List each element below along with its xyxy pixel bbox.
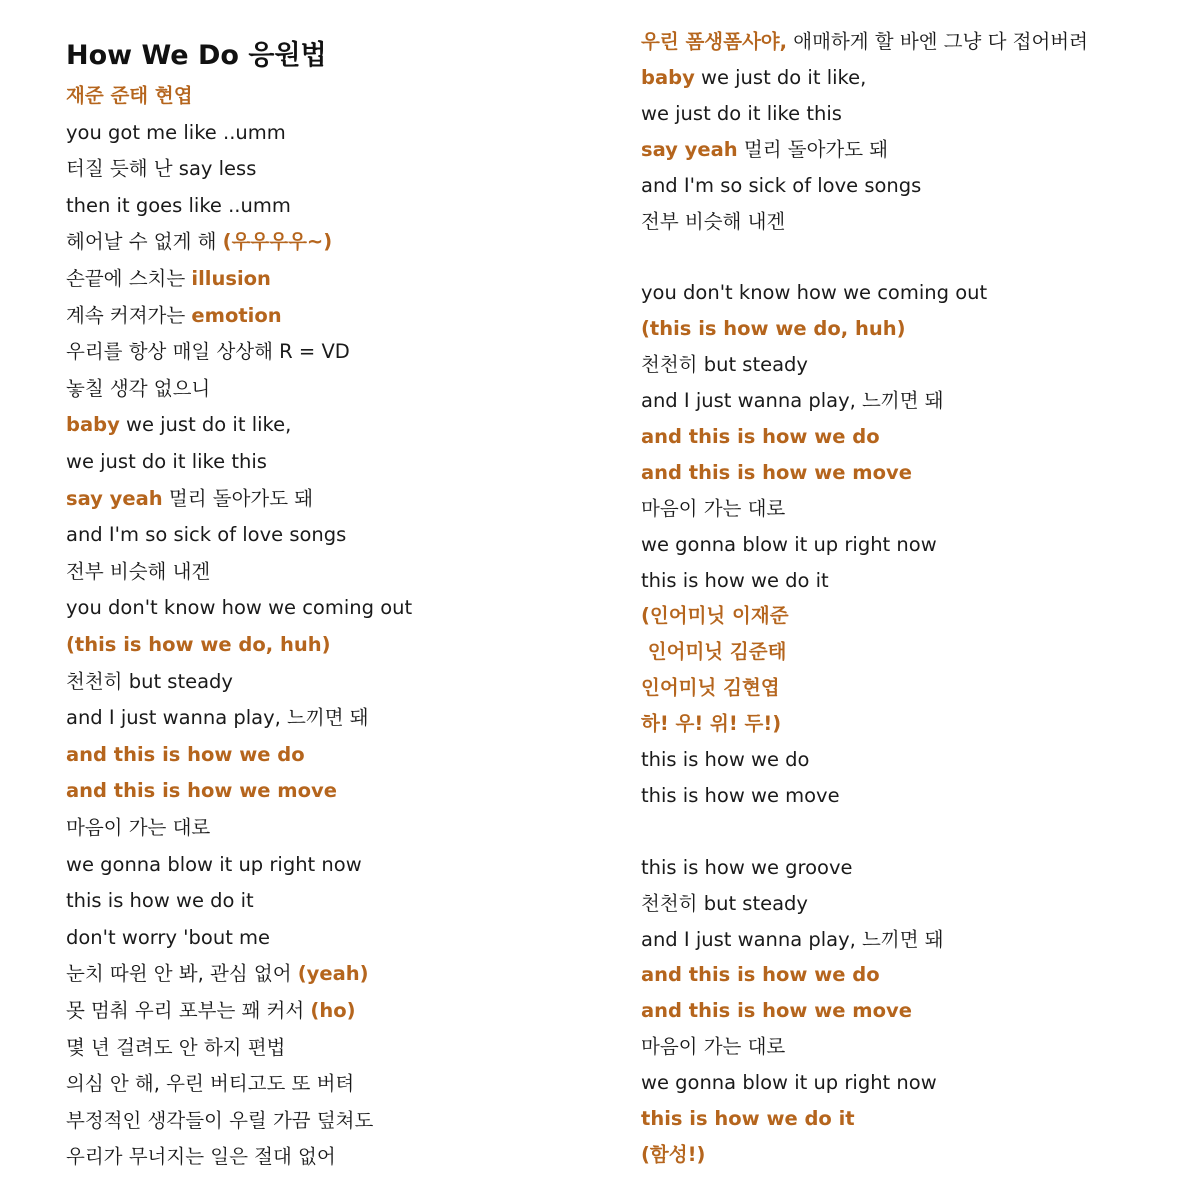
lyric-cheer-text: 인어미닛 김현엽 <box>641 676 780 700</box>
lyric-text: 손끝에 스치는 <box>66 267 192 290</box>
lyric-line <box>66 371 210 407</box>
lyric-text: 우리를 항상 매일 상상해 R = VD <box>66 340 350 364</box>
lyric-cheer-text: and this is how we move <box>641 460 912 484</box>
lyric-line <box>66 298 282 334</box>
lyric-cheer-text: illusion <box>191 267 271 290</box>
lyric-line <box>66 407 291 443</box>
lyric-text: and I just wanna play, 느끼면 돼 <box>641 927 944 951</box>
lyric-line <box>641 419 880 455</box>
lyric-line <box>641 347 808 383</box>
lyric-text: we just do it like, <box>119 413 292 437</box>
lyric-cheer-text: (인어미닛 이재준 <box>641 604 789 628</box>
lyric-line <box>641 311 906 347</box>
lyric-cheer-text: say yeah <box>641 137 738 161</box>
lyric-line <box>641 993 912 1029</box>
lyric-line <box>641 60 866 96</box>
lyric-line <box>66 993 356 1029</box>
lyric-text: this is how we do <box>641 748 810 771</box>
lyric-cheer-text: 인어미닛 김준태 <box>641 640 787 664</box>
lyric-line <box>66 627 331 663</box>
lyric-line <box>641 132 888 168</box>
lyric-text: 전부 비슷해 내겐 <box>641 209 786 233</box>
lyric-line <box>66 1103 373 1139</box>
lyric-text: 전부 비슷해 내겐 <box>66 559 211 583</box>
lyric-line <box>641 634 786 670</box>
lyric-line <box>66 664 233 700</box>
lyric-line <box>641 1029 785 1065</box>
lyric-text: then it goes like ..umm <box>66 193 291 217</box>
lyric-cheer-text: this is how we do it <box>641 1107 855 1130</box>
lyric-line <box>66 115 286 151</box>
lyric-line <box>66 1139 336 1175</box>
lyric-line <box>641 96 842 132</box>
lyric-cheer-text: 하! 우! 위! 두!) <box>641 712 782 736</box>
lyric-cheer-text: (this is how we do, huh) <box>66 633 331 656</box>
lyric-text: 몇 년 걸려도 안 하지 편법 <box>66 1035 286 1059</box>
lyric-line <box>641 563 829 599</box>
lyric-text: this is how we move <box>641 783 840 807</box>
lyric-text: 터질 듯해 난 say less <box>66 157 257 181</box>
lyric-text: 못 멈춰 우리 포부는 꽤 커서 <box>66 999 311 1022</box>
lyric-line <box>66 261 271 297</box>
lyric-cheer-text: (yeah) <box>297 962 369 986</box>
lyric-line <box>641 598 789 634</box>
lyric-line <box>66 188 291 224</box>
lyric-cheer-text: (우우우우~) <box>222 230 333 254</box>
lyric-text: we gonna blow it up right now <box>66 852 362 876</box>
lyric-cheer-text: and this is how we move <box>66 779 337 803</box>
lyric-line <box>66 810 210 846</box>
page-title: How We Do 응원법 <box>66 40 327 71</box>
lyric-text: we just do it like this <box>641 101 842 125</box>
lyric-text: and I'm so sick of love songs <box>641 173 922 197</box>
lyric-text: 마음이 가는 대로 <box>641 1035 786 1059</box>
lyric-line <box>641 1065 937 1101</box>
lyric-text: 마음이 가는 대로 <box>66 816 211 839</box>
lyric-line <box>641 24 1088 60</box>
lyric-text: 계속 커져가는 <box>66 303 192 327</box>
lyric-line <box>641 706 781 742</box>
lyric-line <box>641 1137 705 1173</box>
lyric-cheer-text: 우린 폼생폼사야, <box>641 30 788 53</box>
lyric-text: this is how we groove <box>641 855 853 879</box>
lyric-line <box>641 383 944 419</box>
lyric-text: 부정적인 생각들이 우릴 가끔 덮쳐도 <box>66 1108 374 1132</box>
lyric-cheer-text: and this is how we do <box>641 963 880 987</box>
lyric-text: we just do it like, <box>694 65 867 89</box>
lyric-line <box>641 204 785 240</box>
lyric-cheer-text: 재준 준태 현엽 <box>66 84 193 107</box>
lyric-line <box>66 334 350 370</box>
lyric-text: 멀리 돌아가도 돼 <box>162 486 314 510</box>
lyric-text: 천천히 but steady <box>641 891 808 915</box>
lyric-line <box>66 444 267 480</box>
lyric-line <box>641 778 840 814</box>
lyric-line <box>66 883 254 919</box>
lyric-line <box>641 527 937 563</box>
lyric-text: don't worry 'bout me <box>66 925 271 949</box>
lyric-line <box>641 1101 855 1137</box>
lyric-text: this is how we do it <box>66 889 254 913</box>
lyric-line <box>66 847 362 883</box>
lyric-text: we just do it like this <box>66 450 267 473</box>
lyric-text: 눈치 따윈 안 봐, 관심 없어 <box>66 962 298 986</box>
lyric-text: and I just wanna play, 느끼면 돼 <box>641 389 944 412</box>
lyric-cheer-text: (ho) <box>310 999 356 1022</box>
lyric-cheer-text: and this is how we do <box>641 424 880 448</box>
lyric-line <box>66 590 412 626</box>
lyric-line <box>66 481 313 517</box>
lyric-line <box>641 168 921 204</box>
lyric-text: 헤어날 수 없게 해 <box>66 230 223 254</box>
lyric-text: this is how we do it <box>641 568 829 592</box>
lyric-line <box>66 78 193 114</box>
lyric-line <box>66 554 210 590</box>
lyric-text: and I just wanna play, 느끼면 돼 <box>66 706 369 730</box>
lyric-text: 애매하게 할 바엔 그냥 다 접어버려 <box>787 30 1088 53</box>
lyric-line <box>66 773 337 809</box>
lyric-line <box>641 670 780 706</box>
lyric-text: 멀리 돌아가도 돼 <box>737 137 889 161</box>
lyric-line <box>641 275 987 311</box>
lyric-text: you don't know how we coming out <box>66 596 413 620</box>
lyric-line <box>66 956 369 992</box>
lyric-text: 마음이 가는 대로 <box>641 496 786 520</box>
lyric-cheer-text: (함성!) <box>641 1142 706 1166</box>
lyric-text: we gonna blow it up right now <box>641 532 937 556</box>
lyric-text: and I'm so sick of love songs <box>66 523 347 547</box>
lyric-cheer-text: baby <box>641 65 695 89</box>
lyric-line <box>66 517 346 553</box>
lyric-line <box>641 957 880 993</box>
lyric-cheer-text: and this is how we move <box>641 999 912 1023</box>
lyric-cheer-text: (this is how we do, huh) <box>641 317 906 341</box>
lyric-line <box>641 922 944 958</box>
lyric-text: we gonna blow it up right now <box>641 1071 937 1095</box>
lyric-line <box>66 224 332 260</box>
lyric-line <box>66 700 369 736</box>
lyric-cheer-text: emotion <box>191 303 282 327</box>
lyric-text: you don't know how we coming out <box>641 281 988 305</box>
lyric-text: 놓칠 생각 없으니 <box>66 376 211 400</box>
lyric-line <box>641 455 912 491</box>
lyric-line <box>66 151 256 187</box>
lyric-line <box>66 1030 285 1066</box>
lyric-line <box>641 742 809 778</box>
lyric-cheer-text: baby <box>66 413 120 437</box>
lyric-line <box>66 920 270 956</box>
lyric-text: 우리가 무너지는 일은 절대 없어 <box>66 1145 336 1169</box>
lyric-text: 천천히 but steady <box>66 669 233 693</box>
lyric-cheer-text: and this is how we do <box>66 742 305 766</box>
lyric-cheer-text: say yeah <box>66 486 163 510</box>
lyric-line <box>641 886 808 922</box>
lyric-text: 의심 안 해, 우린 버티고도 또 버텨 <box>66 1072 355 1096</box>
lyric-text: 천천히 but steady <box>641 353 808 377</box>
lyric-line <box>641 850 853 886</box>
lyric-line <box>66 1066 354 1102</box>
lyric-line <box>641 491 785 527</box>
lyric-text: you got me like ..umm <box>66 120 286 144</box>
lyric-line <box>66 737 305 773</box>
